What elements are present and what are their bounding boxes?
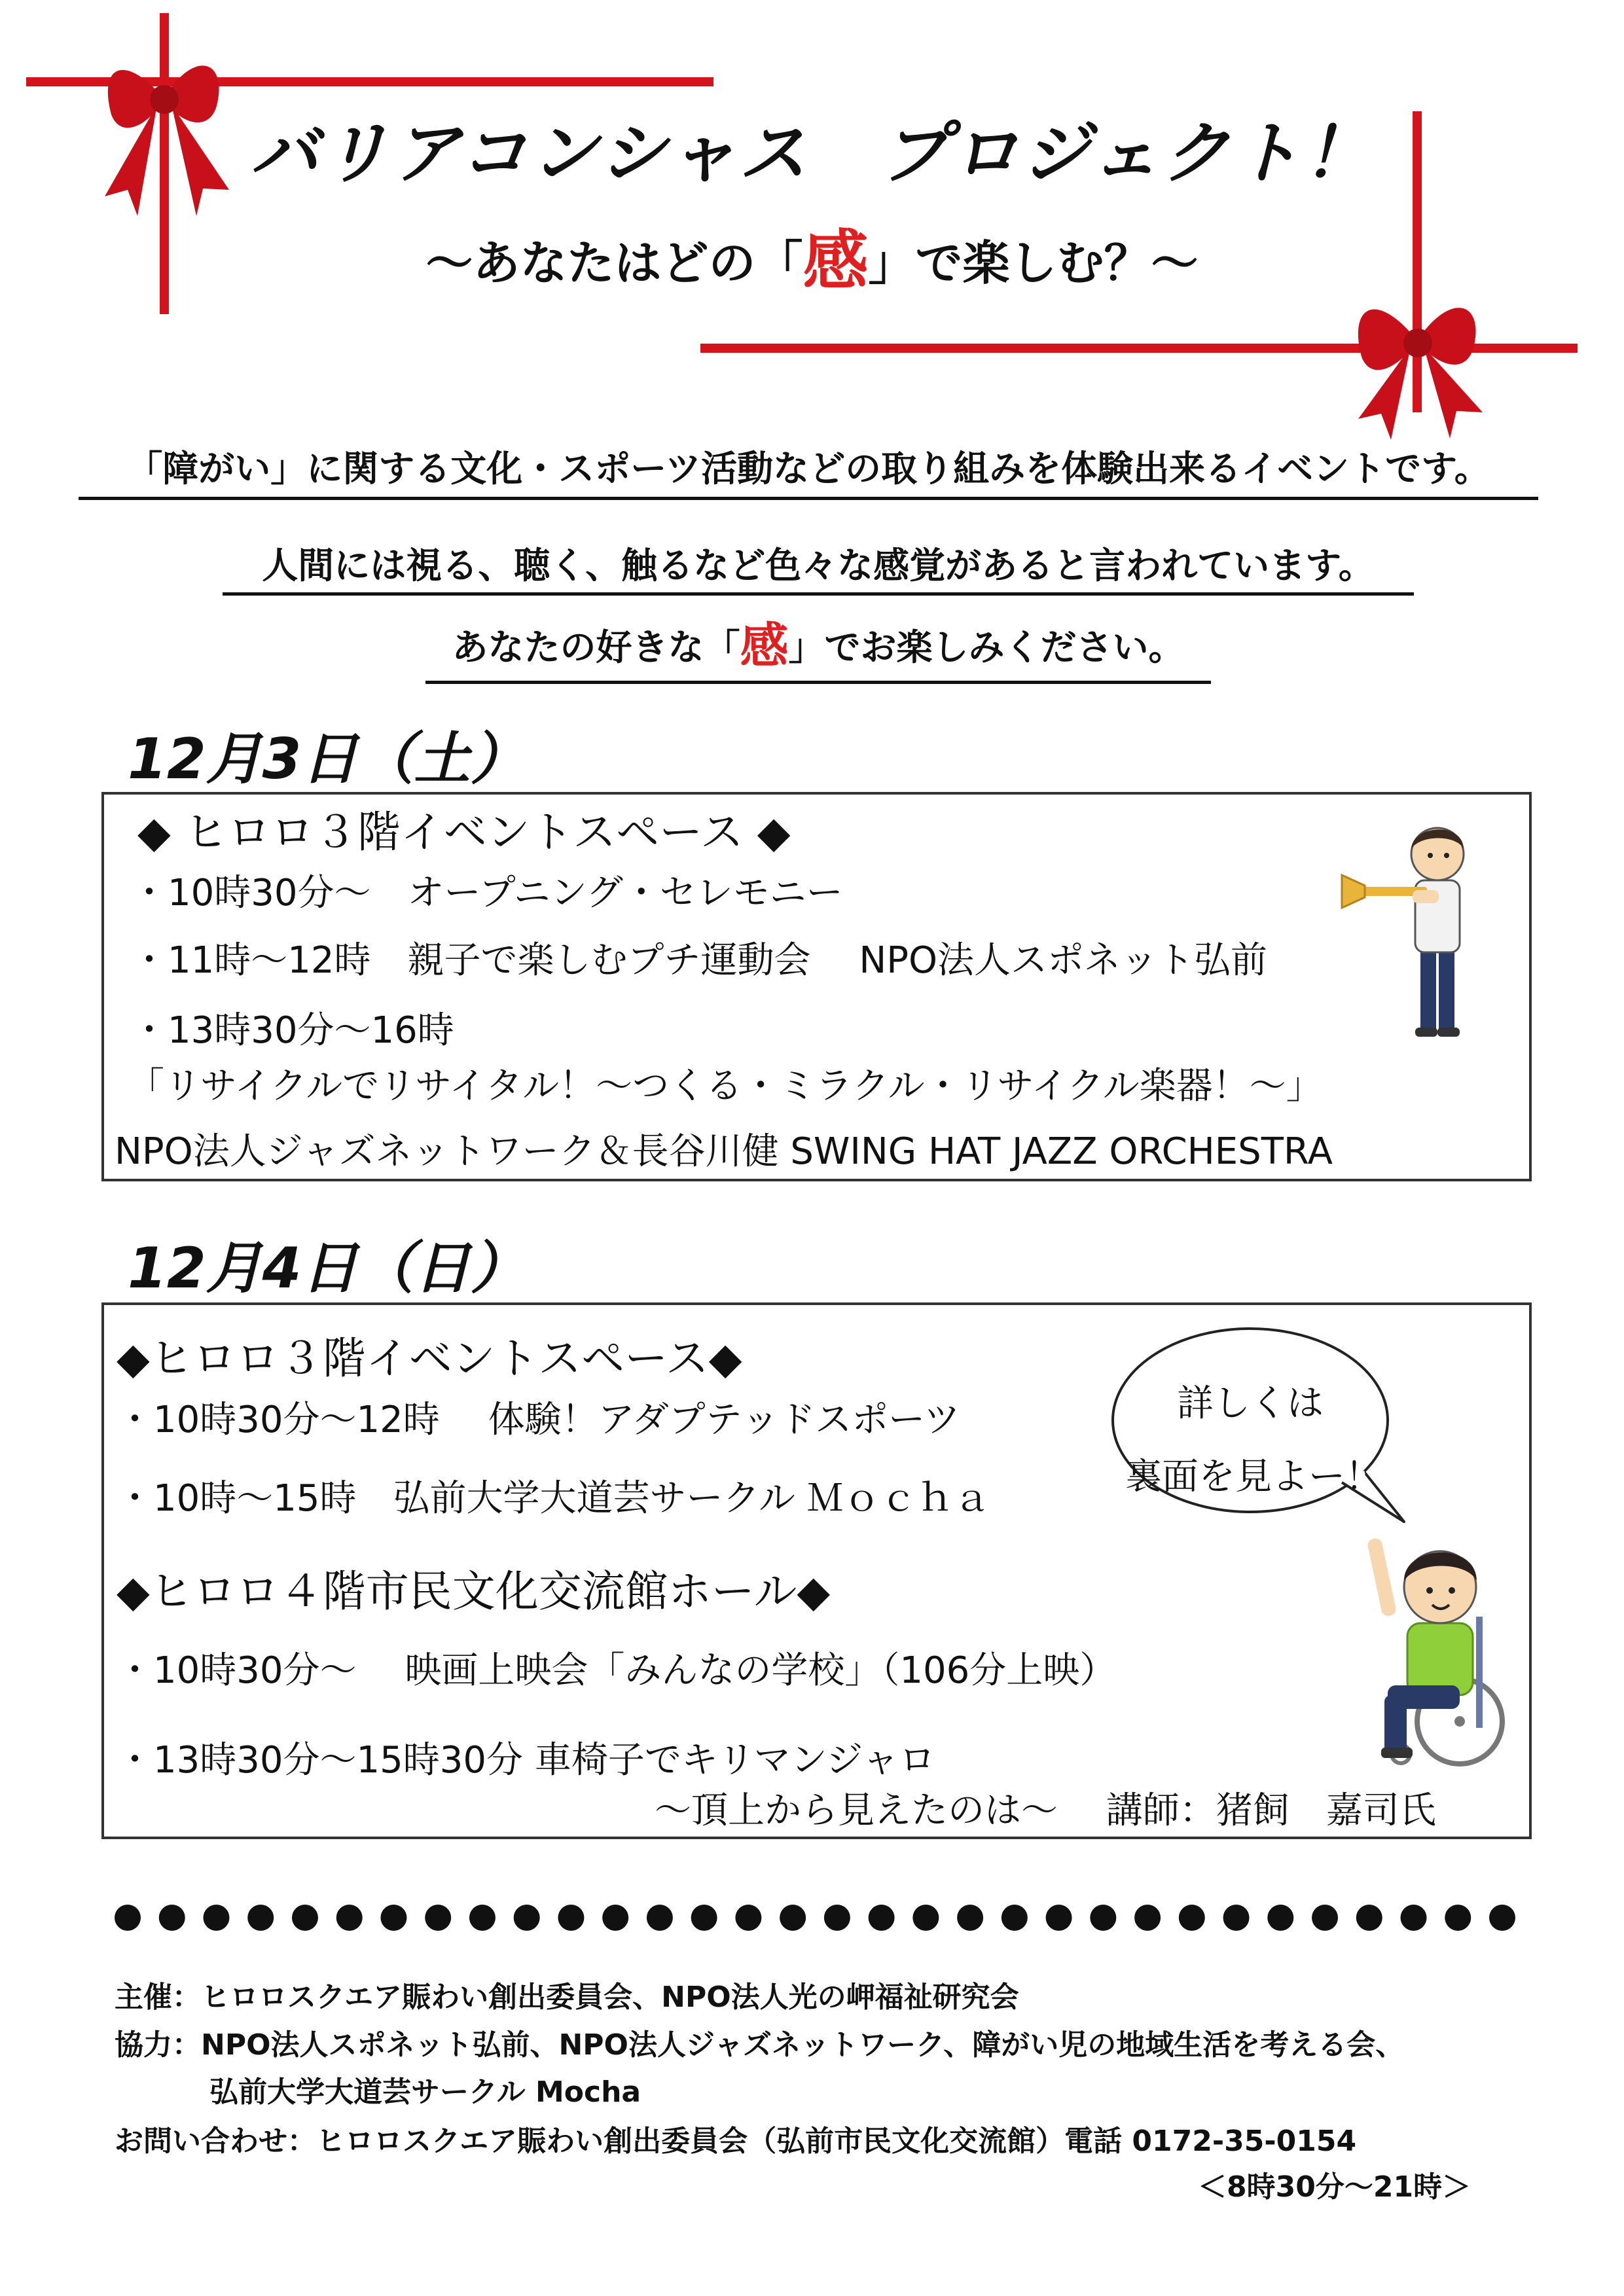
divider-dot xyxy=(1356,1905,1382,1931)
divider-dot xyxy=(247,1905,274,1931)
divider-dot xyxy=(115,1905,141,1931)
divider-dot xyxy=(380,1905,406,1931)
day2-venue-1: ◆ヒロロ３階イベントスペース◆ xyxy=(117,1333,742,1384)
day1-venue: ◆ ヒロロ３階イベントスペース ◆ xyxy=(137,807,791,857)
day1-item-3: ・13時30分～16時 xyxy=(131,1009,454,1052)
day2-item-1: ・10時30分～12時 体験！アダプテッドスポーツ xyxy=(117,1399,960,1441)
footer-sponsor: 主催：ヒロロスクエア賑わい創出委員会、NPO法人光の岬福祉研究会 xyxy=(115,1981,1019,2014)
divider-dot xyxy=(1046,1905,1072,1931)
dotted-divider xyxy=(115,1901,1515,1934)
subtitle-highlight: 感 xyxy=(803,223,869,299)
day1-item-4: 「リサイクルでリサイタル！～つくる・ミラクル・リサイクル楽器！～」 xyxy=(128,1065,1323,1107)
day1-item-5: NPO法人ジャズネットワーク＆長谷川健 SWING HAT JAZZ ORCHESTRA xyxy=(115,1130,1333,1173)
divider-dot xyxy=(1312,1905,1338,1931)
divider-dot xyxy=(1090,1905,1116,1931)
intro-line-3 xyxy=(425,607,1211,684)
divider-dot xyxy=(824,1905,850,1931)
day1-date: 12月3日（土） xyxy=(128,726,527,792)
divider-dot xyxy=(691,1905,717,1931)
footer-contact: お問い合わせ：ヒロロスクエア賑わい創出委員会（弘前市民文化交流館）電話 0172-35-0154 xyxy=(115,2125,1357,2158)
divider-dot xyxy=(1179,1905,1205,1931)
bubble-text-1: 詳しくは xyxy=(1177,1382,1324,1425)
day1-item-1: ・10時30分～ オープニング・セレモニー xyxy=(131,872,843,914)
subtitle-suffix: 」で楽しむ？～ xyxy=(868,236,1199,291)
bubble-text-2: 裏面を見よー！ xyxy=(1125,1456,1382,1498)
day2-item-5: ～頂上から見えたのは～ 講師：猪飼 嘉司氏 xyxy=(655,1789,1436,1832)
divider-dot xyxy=(780,1905,806,1931)
divider-dot xyxy=(1401,1905,1427,1931)
divider-dot xyxy=(1134,1905,1161,1931)
footer-cooperation-2: 弘前大学大道芸サークル Mocha xyxy=(209,2075,641,2109)
divider-dot xyxy=(912,1905,939,1931)
page-subtitle xyxy=(0,208,1624,302)
divider-dot xyxy=(469,1905,496,1931)
divider-dot xyxy=(602,1905,628,1931)
divider-dot xyxy=(869,1905,895,1931)
day2-item-3: ・10時30分～ 映画上映会「みんなの学校」（106分上映） xyxy=(117,1649,1117,1692)
wheelchair-user-illustration xyxy=(1362,1525,1519,1774)
trumpet-player-illustration xyxy=(1335,808,1499,1044)
day2-venue-2: ◆ヒロロ４階市民文化交流館ホール◆ xyxy=(117,1566,831,1617)
divider-dot xyxy=(514,1905,540,1931)
intro-line-3-suffix: 」でお楽しみください。 xyxy=(788,626,1185,668)
intro-highlight: 感 xyxy=(740,618,789,674)
subtitle-prefix: ～あなたはどの「 xyxy=(425,236,803,291)
intro-line-2: 人間には視る、聴く、触るなど色々な感覚があると言われています。 xyxy=(223,537,1414,596)
divider-dot xyxy=(1445,1905,1471,1931)
divider-dot xyxy=(203,1905,229,1931)
day1-item-2: ・11時～12時 親子で楽しむプチ運動会 NPO法人スポネット弘前 xyxy=(131,939,1268,982)
intro-line-3-prefix: あなたの好きな「 xyxy=(452,626,740,668)
divider-dot xyxy=(735,1905,761,1931)
footer-cooperation-1: 協力：NPO法人スポネット弘前、NPO法人ジャズネットワーク、障がい児の地域生活を考える会、 xyxy=(115,2028,1405,2062)
divider-dot xyxy=(647,1905,673,1931)
divider-dot xyxy=(1001,1905,1028,1931)
speech-bubble xyxy=(1106,1322,1434,1551)
day2-item-2: ・10時～15時 弘前大学大道芸サークル Ｍｏｃｈａ xyxy=(117,1477,990,1520)
divider-dot xyxy=(292,1905,318,1931)
day2-date: 12月4日（日） xyxy=(128,1236,527,1301)
divider-dot xyxy=(1223,1905,1250,1931)
intro-line-1: 「障がい」に関する文化・スポーツ活動などの取り組みを体験出来るイベントです。 xyxy=(79,440,1538,500)
divider-dot xyxy=(336,1905,363,1931)
page-title: バリアコンシャス プロジェクト！ xyxy=(250,113,1374,193)
footer-hours: ＜8時30分～21時＞ xyxy=(1198,2170,1471,2204)
divider-dot xyxy=(425,1905,451,1931)
divider-dot xyxy=(558,1905,584,1931)
divider-dot xyxy=(1267,1905,1293,1931)
divider-dot xyxy=(159,1905,185,1931)
divider-dot xyxy=(1489,1905,1515,1931)
divider-dot xyxy=(957,1905,983,1931)
day2-item-4: ・13時30分～15時30分 車椅子でキリマンジャロ xyxy=(117,1739,936,1782)
